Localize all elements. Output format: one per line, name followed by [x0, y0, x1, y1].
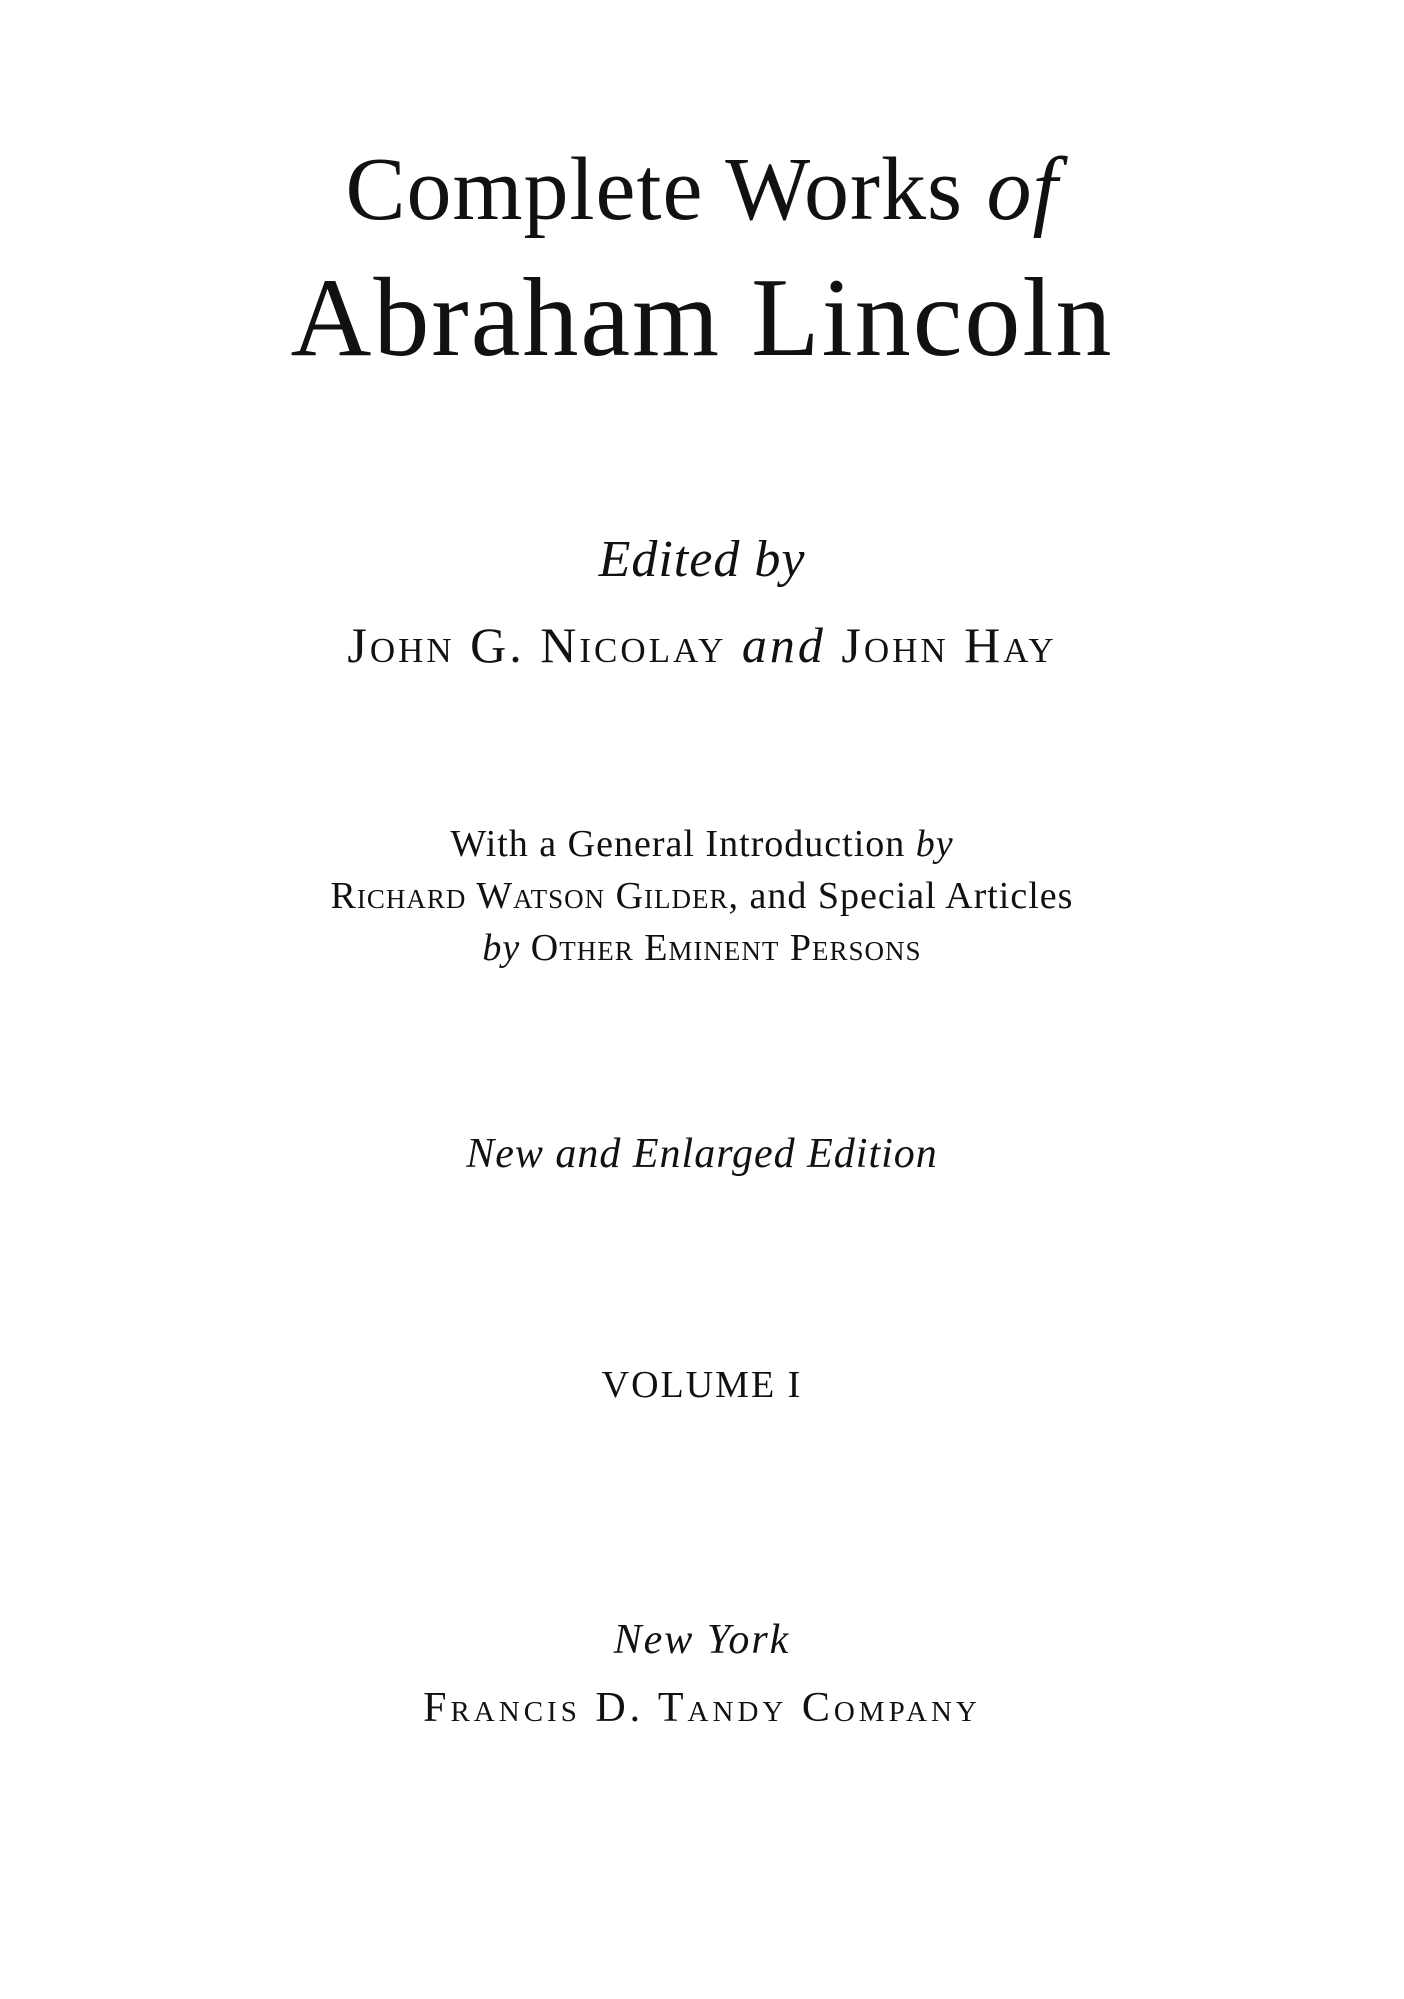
- intro-by-1: by: [915, 823, 954, 865]
- title-line-1: [0, 140, 1404, 240]
- intro-special-articles: , and Special Articles: [728, 875, 1074, 917]
- intro-line-2: [0, 870, 1404, 922]
- intro-line-1: [0, 818, 1404, 870]
- volume-label: VOLUME I: [601, 1364, 803, 1406]
- editor-nicolay: John G. Nicolay: [347, 617, 727, 673]
- intro-line-3: [0, 922, 1404, 974]
- intro-gilder: Richard Watson Gilder: [330, 875, 729, 917]
- title-line-2: Abraham Lincoln: [290, 256, 1114, 380]
- editors-line: [0, 610, 1404, 680]
- editor-hay: John Hay: [841, 617, 1057, 673]
- intro-other-persons: Other Eminent Persons: [530, 927, 922, 969]
- imprint-place: New York: [613, 1617, 791, 1663]
- edited-by-label: Edited by: [598, 531, 806, 588]
- intro-text: With a General Introduction: [450, 823, 906, 865]
- title-complete-works: Complete Works: [345, 140, 964, 239]
- edition-label: New and Enlarged Edition: [466, 1131, 938, 1177]
- title-of: of: [986, 140, 1059, 239]
- intro-by-2: by: [482, 927, 521, 969]
- editors-and: and: [741, 617, 826, 673]
- imprint-publisher: Francis D. Tandy Company: [423, 1685, 981, 1731]
